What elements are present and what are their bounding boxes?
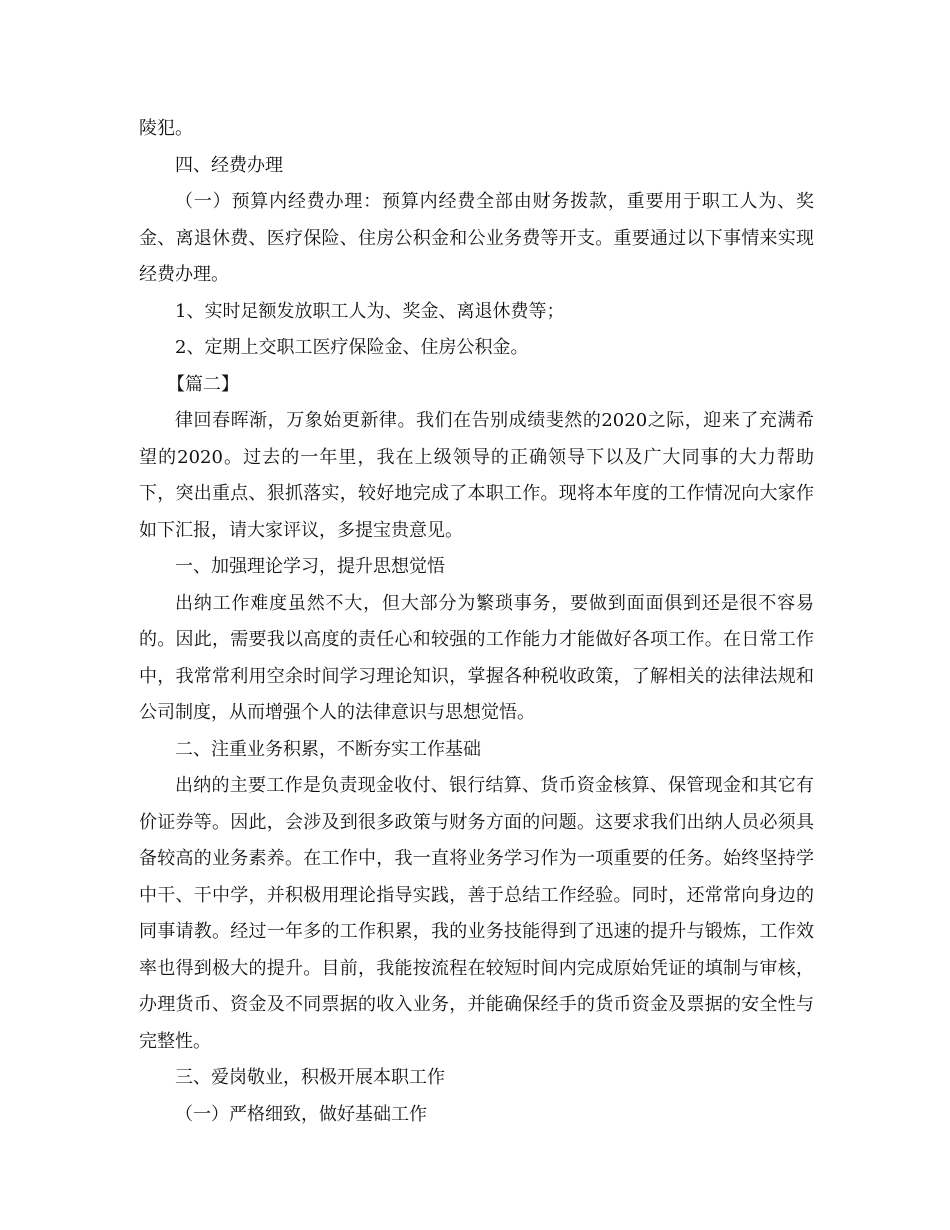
paragraph-intro: 律回春晖渐，万象始更新律。我们在告别成绩斐然的2020之际，迎来了充满希望的2020。过去的一年里，我在上级领导的正确领导下以及广大同事的大力帮助下，突出重点、狠抓落实，较好地完成了本职工作。现将本年度的工作情况向大家作如下汇报，请大家评议，多提宝贵意见。 — [139, 410, 814, 541]
paragraph-business: 出纳的主要工作是负责现金收付、银行结算、货币资金核算、保管现金和其它有价证券等。因此，会涉及到很多政策与财务方面的问题。这要求我们出纳人员必须具备较高的业务素养。在工作中，我一直将业务学习作为一项重要的任务。始终坚持学中干、干中学，并积极用理论指导实践，善于总结工作经验。同时，还常常向身边的同事请教。经过一年多的工作积累，我的业务技能得到了迅速的提升与锻炼，工作效率也得到极大的提升。目前，我能按流程在较短时间内完成原始凭证的填制与审核，办理货币、资金及不同票据的收入业务，并能确保经手的货币资金及票据的安全性与完整性。 — [139, 775, 814, 1052]
paragraph-continuation: 陵犯。 — [139, 118, 193, 139]
list-item: 2、定期上交职工医疗保险金、住房公积金。 — [175, 337, 529, 358]
part-heading: 【篇二】 — [167, 373, 239, 395]
section-heading-theory: 一、加强理论学习，提升思想觉悟 — [175, 556, 445, 577]
section-heading-dedication: 三、爱岗敬业，积极开展本职工作 — [175, 1067, 445, 1088]
document-body — [139, 111, 814, 1133]
paragraph-budget: （一）预算内经费办理：预算内经费全部由财务拨款，重要用于职工人为、奖金、离退休费、医疗保险、住房公积金和公业务费等开支。重要通过以下事情来实现经费办理。 — [139, 191, 814, 285]
subsection-heading: （一）严格细致，做好基础工作 — [175, 1103, 427, 1125]
section-heading-business: 二、注重业务积累，不断夯实工作基础 — [175, 738, 481, 760]
list-item: 1、实时足额发放职工人为、奖金、离退休费等； — [175, 300, 565, 322]
section-heading-funding: 四、经费办理 — [175, 154, 283, 176]
paragraph-theory: 出纳工作难度虽然不大，但大部分为繁琐事务，要做到面面俱到还是很不容易的。因此，需要我以高度的责任心和较强的工作能力才能做好各项工作。在日常工作中，我常常利用空余时间学习理论知识，掌握各种税收政策，了解相关的法律法规和公司制度，从而增强个人的法律意识与思想觉悟。 — [139, 592, 814, 723]
